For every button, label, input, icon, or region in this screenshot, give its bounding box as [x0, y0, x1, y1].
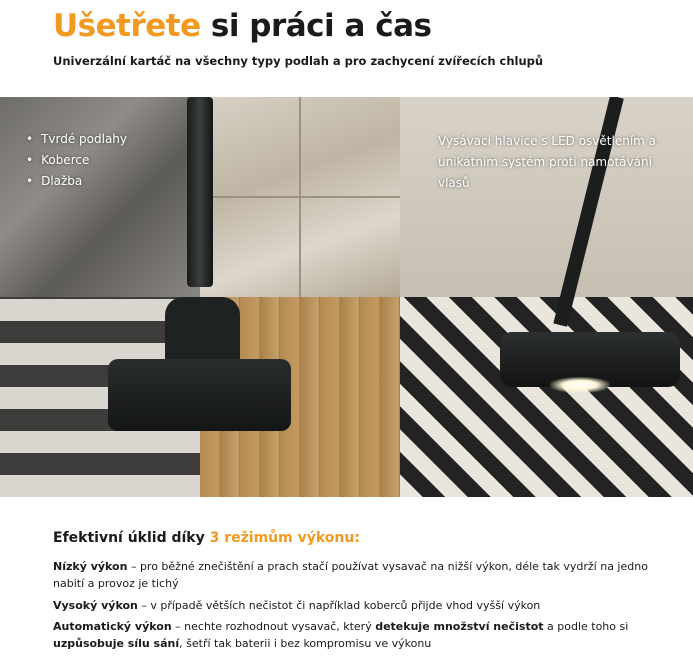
- high-power-paragraph: [53, 597, 673, 614]
- led-caption: Vysávací hlavice s LED osvětlením a unikátním systém proti namotávání vlasů: [438, 134, 657, 190]
- modes-title-accent: 3 režimům výkonu:: [209, 530, 360, 546]
- auto-power-bold: detekuje množství nečistot: [375, 620, 544, 633]
- page-subtitle: Univerzální kartáč na všechny typy podlah a pro zachycení zvířecích chlupů: [53, 54, 544, 68]
- auto-power-text: a podle toho si: [543, 620, 629, 633]
- marble-floor-tile: [200, 97, 400, 297]
- title-accent: Ušetřete: [53, 8, 201, 44]
- patterned-rug: [400, 297, 693, 497]
- floor-types-photo: [0, 97, 400, 497]
- modes-title-start: Efektivní úklid díky: [53, 530, 210, 546]
- list-item: • Dlažba: [26, 171, 127, 192]
- vacuum-brush-head: [108, 359, 291, 431]
- room-wall: [400, 97, 693, 297]
- modes-title: [53, 530, 360, 546]
- floor-types-list: [26, 129, 127, 192]
- page-title: [53, 8, 431, 44]
- low-power-paragraph: [53, 558, 673, 592]
- led-light-glow: [550, 377, 610, 393]
- auto-power-text: , šetří tak baterii i bez kompromisu ve výkonu: [179, 637, 432, 650]
- stone-floor-tile: [0, 97, 200, 297]
- list-item: • Tvrdé podlahy: [26, 129, 127, 150]
- high-power-text: – v případě větších nečistot či například koberců přijde vhod vyšší výkon: [137, 599, 541, 612]
- low-power-text: – pro běžné znečištění a prach stačí používat vysavač na nižší výkon, déle tak vydrží na jedno nabití a provoz je tichý: [53, 560, 648, 590]
- led-head-photo: [400, 97, 693, 497]
- auto-power-label: Automatický výkon: [53, 620, 172, 633]
- high-power-label: Vysoký výkon: [53, 599, 138, 612]
- auto-power-bold: uzpůsobuje sílu sání: [53, 637, 180, 650]
- vacuum-stick: [187, 97, 213, 287]
- title-rest: si práci a čas: [200, 8, 432, 44]
- low-power-label: Nízký výkon: [53, 560, 128, 573]
- vacuum-neck: [165, 297, 240, 367]
- auto-power-paragraph: [53, 618, 673, 652]
- auto-power-text: – nechte rozhodnout vysavač, který: [171, 620, 376, 633]
- list-item: • Koberce: [26, 150, 127, 171]
